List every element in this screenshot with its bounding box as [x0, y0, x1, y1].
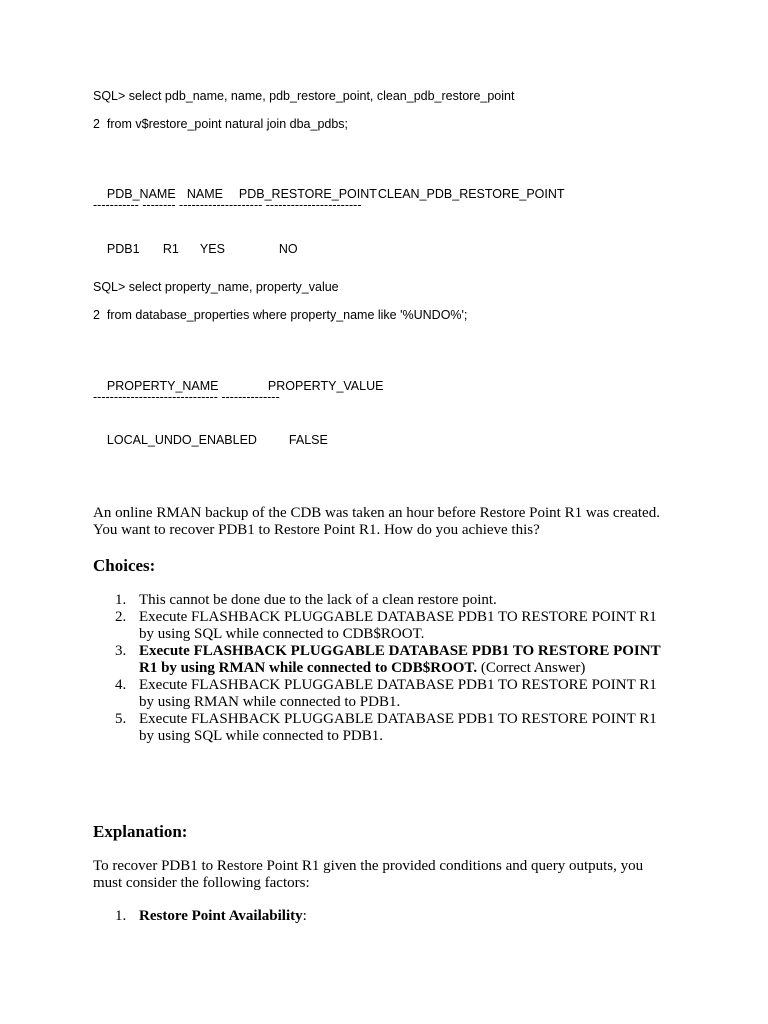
cell-name: R1	[162, 242, 179, 256]
sql-query-2-line-1: SQL> select property_name, property_value	[93, 280, 339, 294]
factor-title: Restore Point Availability	[139, 908, 303, 924]
choice-item	[93, 592, 673, 609]
explanation-intro: To recover PDB1 to Restore Point R1 given the provided conditions and query outputs, you must consider the following factors:	[93, 858, 644, 891]
factors-list	[93, 908, 673, 925]
correct-answer-label: (Correct Answer)	[477, 660, 586, 676]
column-header-name: NAME	[186, 187, 224, 201]
sql-result-2-row	[93, 416, 328, 464]
choice-number: 4.	[115, 677, 127, 693]
factor-item	[93, 908, 673, 925]
cell-property-name: LOCAL_UNDO_ENABLED	[106, 433, 257, 447]
choices-heading: Choices:	[93, 556, 156, 575]
choice-text: Execute FLASHBACK PLUGGABLE DATABASE PDB1 TO RESTORE POINT R1 by using SQL while connected to CDB$ROOT.	[139, 609, 657, 642]
choice-number: 3.	[115, 643, 127, 659]
explanation-heading: Explanation:	[93, 822, 188, 841]
cell-clean-pdb-restore-point: NO	[278, 242, 298, 256]
choice-number: 1.	[115, 592, 127, 608]
factor-suffix: :	[302, 908, 307, 924]
column-header-property-value: PROPERTY_VALUE	[267, 379, 384, 393]
factor-number: 1.	[115, 908, 127, 924]
choice-item-correct	[93, 643, 673, 677]
choices-list	[93, 592, 673, 745]
question-text: An online RMAN backup of the CDB was taken an hour before Restore Point R1 was created. You want to recover PDB1 to Restore Point R1. How do you achieve this?	[93, 505, 660, 538]
cell-pdb-name: PDB1	[106, 242, 140, 256]
choice-item	[93, 677, 673, 711]
choice-number: 2.	[115, 609, 127, 625]
choice-item	[93, 711, 673, 745]
cell-property-value: FALSE	[288, 433, 328, 447]
column-header-pdb-name: PDB_NAME	[106, 187, 176, 201]
choice-text: Execute FLASHBACK PLUGGABLE DATABASE PDB1 TO RESTORE POINT R1 by using RMAN while connected to CDB$ROOT.	[139, 643, 661, 676]
sql-query-1-line-2: 2 from v$restore_point natural join dba_pdbs;	[93, 117, 349, 131]
sql-result-2-separator: ------------------------------ --------------	[93, 390, 280, 404]
choice-text: Execute FLASHBACK PLUGGABLE DATABASE PDB1 TO RESTORE POINT R1 by using SQL while connected to PDB1.	[139, 711, 657, 744]
cell-pdb-restore-point: YES	[199, 242, 225, 256]
column-header-pdb-restore-point: PDB_RESTORE_POINT	[238, 187, 377, 201]
column-header-property-name: PROPERTY_NAME	[106, 379, 219, 393]
sql-result-1-separator: ----------- -------- -------------------- -----------------------	[93, 198, 362, 212]
sql-query-1-line-1: SQL> select pdb_name, name, pdb_restore_point, clean_pdb_restore_point	[93, 89, 515, 103]
choice-number: 5.	[115, 711, 127, 727]
sql-query-2-line-2: 2 from database_properties where property_name like '%UNDO%';	[93, 308, 468, 322]
sql-result-1-row	[93, 225, 298, 273]
choice-item	[93, 609, 673, 643]
choice-text: This cannot be done due to the lack of a clean restore point.	[139, 592, 497, 608]
column-header-clean-pdb-restore-point: CLEAN_PDB_RESTORE_POINT	[377, 187, 565, 201]
choice-text: Execute FLASHBACK PLUGGABLE DATABASE PDB1 TO RESTORE POINT R1 by using RMAN while connected to PDB1.	[139, 677, 657, 710]
